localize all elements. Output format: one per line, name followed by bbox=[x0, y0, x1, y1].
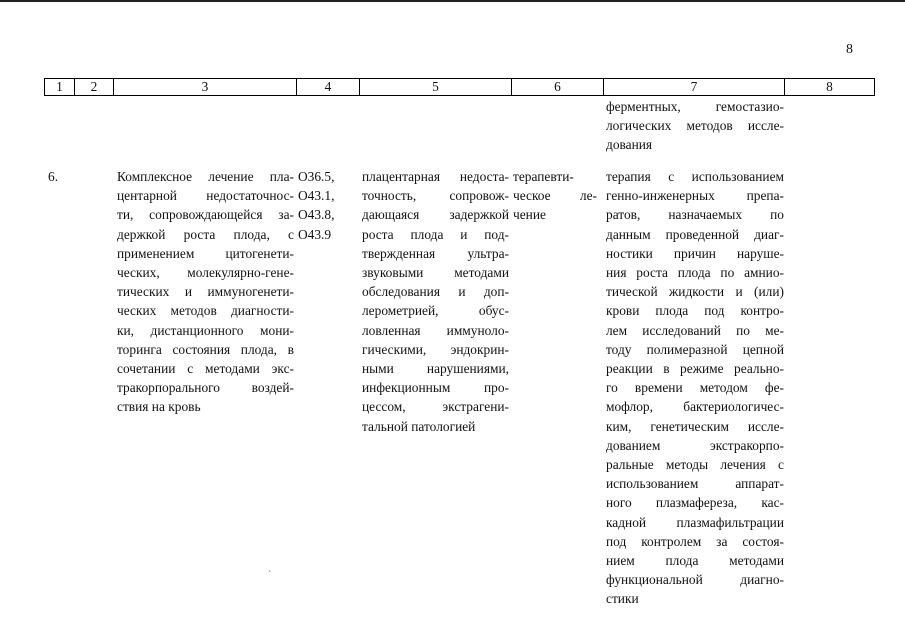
header-cell-4: 4 bbox=[297, 79, 360, 95]
text-line: данным проведенной диаг- bbox=[606, 226, 784, 242]
header-cell-2: 2 bbox=[75, 79, 114, 95]
text-line: использованием аппарат- bbox=[606, 476, 784, 492]
text-line: ким, генетическим иссле- bbox=[606, 418, 784, 434]
text-line: применением цитогенети- bbox=[117, 245, 294, 261]
text-line: центарной недостаточнос- bbox=[117, 188, 294, 204]
text-line: тических и иммуногенети- bbox=[117, 284, 294, 300]
top-border bbox=[0, 0, 905, 2]
continuation-text-col7 bbox=[606, 97, 784, 155]
row-number: 6. bbox=[48, 169, 59, 184]
text-line: инфекционным про- bbox=[362, 380, 509, 396]
text-line: под контролем за состоя- bbox=[606, 533, 784, 549]
text-line: роста плода и под- bbox=[362, 226, 509, 242]
icd-codes-col4 bbox=[298, 167, 346, 244]
text-line: лерометрией, обус- bbox=[362, 303, 509, 319]
text-line: торинга состояния плода, в bbox=[117, 341, 294, 357]
text-line: ферментных, гемостазио- bbox=[606, 99, 784, 114]
header-cell-1: 1 bbox=[45, 79, 75, 95]
text-line: ческих методов диагности- bbox=[117, 303, 294, 319]
text-line: тальной патологией bbox=[362, 418, 476, 434]
text-line: плацентарная недоста- bbox=[362, 169, 509, 184]
text-line: Комплексное лечение пла- bbox=[117, 169, 294, 184]
text-line: звуковыми методами bbox=[362, 265, 509, 281]
text-line: го времени методом фе- bbox=[606, 380, 784, 396]
text-line: чение bbox=[513, 207, 546, 223]
text-line: ческих, молекулярно-гене- bbox=[117, 265, 294, 281]
text-line: ного плазмафереза, кас- bbox=[606, 495, 784, 511]
text-line: кадной плазмафильтрации bbox=[606, 514, 784, 530]
treatment-method-col7 bbox=[606, 167, 784, 609]
text-line: функциональной диагно- bbox=[606, 572, 784, 588]
text-line: логических методов иссле- bbox=[606, 118, 784, 134]
text-line: крови плода под контро- bbox=[606, 303, 784, 319]
patient-model-col5 bbox=[362, 167, 509, 436]
text-line: лем исследований по ме- bbox=[606, 322, 784, 338]
text-line: ческое ле- bbox=[513, 188, 597, 204]
header-cell-3: 3 bbox=[114, 79, 297, 95]
text-line: дованием экстракорпо- bbox=[606, 437, 784, 453]
treatment-type-col6 bbox=[513, 167, 597, 225]
header-cell-8: 8 bbox=[826, 79, 833, 94]
text-line: ствия на кровь bbox=[117, 399, 201, 415]
text-line: ностики причин наруше- bbox=[606, 245, 784, 261]
text-line: O43.1, bbox=[298, 188, 335, 204]
text-line: ральные методы лечения с bbox=[606, 457, 784, 473]
header-cell-6: 6 bbox=[512, 79, 604, 95]
text-line: гическими, эндокрин- bbox=[362, 341, 509, 357]
header-cell-7: 7 bbox=[604, 79, 785, 95]
text-line: сочетании с методами экс- bbox=[117, 361, 294, 377]
text-line: тической жидкости и (или) bbox=[606, 284, 784, 300]
text-line: ния роста плода по амнио- bbox=[606, 265, 784, 281]
scan-speck: ` bbox=[268, 570, 272, 581]
text-line: нием плода методами bbox=[606, 553, 784, 569]
text-line: терапевти- bbox=[513, 169, 574, 184]
page-number: 8 bbox=[846, 42, 853, 57]
text-line: твержденная ультра- bbox=[362, 245, 509, 261]
text-line: дающаяся задержкой bbox=[362, 207, 509, 223]
table-header-row bbox=[44, 78, 875, 96]
text-line: O43.8, bbox=[298, 207, 335, 223]
text-line: тоду полимеразной цепной bbox=[606, 341, 784, 357]
text-line: ти, сопровождающейся за- bbox=[117, 207, 294, 223]
text-line: ратов, назначаемых по bbox=[606, 207, 784, 223]
text-line: ки, дистанционного мони- bbox=[117, 322, 294, 338]
treatment-name-col3 bbox=[117, 167, 294, 417]
text-line: ловленная иммуноло- bbox=[362, 322, 509, 338]
text-line: генно-инженерных препа- bbox=[606, 188, 784, 204]
text-line: мофлор, бактериологичес- bbox=[606, 399, 784, 415]
text-line: O43.9 bbox=[298, 226, 332, 242]
text-line: тракорпорального воздей- bbox=[117, 380, 294, 396]
text-line: стики bbox=[606, 591, 639, 607]
text-line: O36.5, bbox=[298, 169, 335, 184]
text-line: цессом, экстрагени- bbox=[362, 399, 509, 415]
text-line: дования bbox=[606, 137, 653, 153]
text-line: реакции в режиме реально- bbox=[606, 361, 784, 377]
text-line: ными нарушениями, bbox=[362, 361, 509, 377]
text-line: терапия с использованием bbox=[606, 169, 784, 184]
text-line: точность, сопровож- bbox=[362, 188, 509, 204]
text-line: обследования и доп- bbox=[362, 284, 509, 300]
header-cell-5: 5 bbox=[360, 79, 512, 95]
text-line: держкой роста плода, с bbox=[117, 226, 294, 242]
